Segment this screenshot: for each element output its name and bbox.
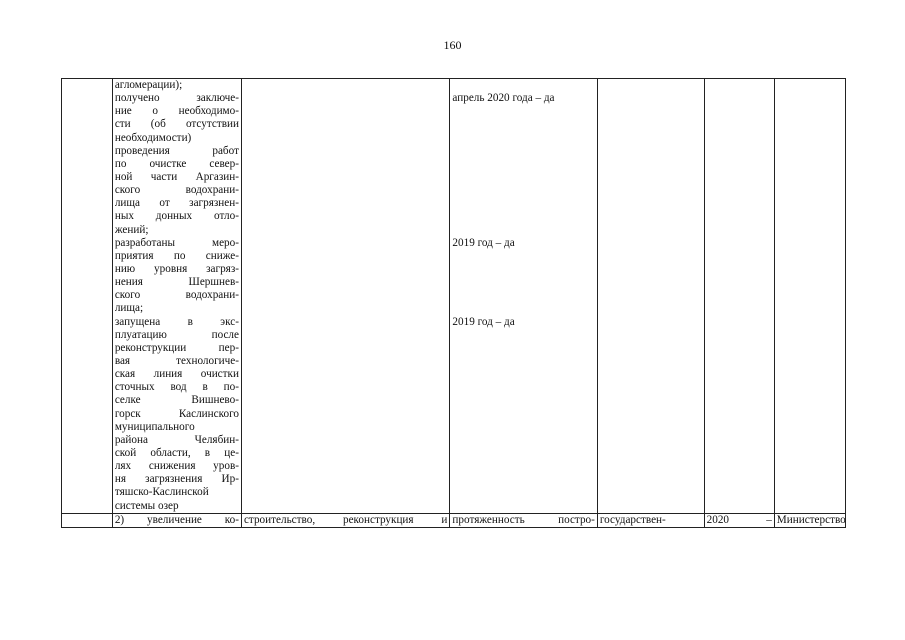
description-line: плуатацию после	[114, 328, 239, 341]
description-line: сточных вод в по-	[114, 381, 239, 394]
actions-cell	[241, 79, 449, 514]
measures-table	[61, 78, 846, 528]
table-row	[62, 79, 846, 514]
indicator-cell	[450, 513, 597, 527]
source-cell	[597, 79, 704, 514]
description-line: нения Шершнев-	[114, 276, 239, 289]
executor-cell	[774, 513, 845, 527]
description-line: ского водохрани-	[114, 289, 239, 302]
description-cell	[112, 79, 241, 514]
indicator-line: протяженность постро-	[452, 513, 595, 526]
description-line: ского водохрани-	[114, 184, 239, 197]
description-line: по очистке север-	[114, 157, 239, 170]
description-line: ной части Аргазин-	[114, 170, 239, 183]
description-line: 2) увеличение ко-	[114, 513, 239, 526]
description-line: горск Каслинского	[114, 407, 239, 420]
executor-cell	[774, 79, 845, 514]
description-line: ние о необходимо-	[114, 105, 239, 118]
description-line: лях снижения уров-	[114, 460, 239, 473]
source-line: государствен-	[599, 513, 666, 526]
description-line: ской области, в це-	[114, 446, 239, 459]
executor-line: Министерство	[776, 513, 846, 526]
description-line: селке Вишнево-	[114, 394, 239, 407]
actions-cell	[241, 513, 449, 527]
description-line: необходимости)	[114, 131, 192, 144]
period-cell	[704, 513, 774, 527]
description-line: жений;	[114, 223, 149, 236]
description-cell	[112, 513, 241, 527]
description-line: приятия по сниже-	[114, 249, 239, 262]
description-line: системы озер	[114, 499, 179, 512]
page-number: 160	[443, 38, 462, 52]
description-line: разработаны меро-	[114, 236, 239, 249]
description-line: района Челябин-	[114, 433, 239, 446]
description-line: вая технологиче-	[114, 354, 239, 367]
description-line: лища;	[114, 302, 144, 315]
description-line: запущена в экс-	[114, 315, 239, 328]
table-row	[62, 513, 846, 527]
number-cell	[62, 513, 113, 527]
period-cell	[704, 79, 774, 514]
indicator-value: апрель 2020 года – да	[452, 92, 555, 105]
description-line: агломерации);	[114, 79, 183, 91]
description-line: лища от загрязнен-	[114, 197, 239, 210]
number-cell	[62, 79, 113, 514]
description-line: реконструкции пер-	[114, 341, 239, 354]
indicator-value: 2019 год – да	[452, 236, 515, 249]
description-line: тяшско-Каслинской	[114, 486, 209, 499]
description-line: ных донных отло-	[114, 210, 239, 223]
description-line: ня загрязнения Ир-	[114, 473, 239, 486]
period-line: 2020 –	[706, 513, 772, 526]
actions-line: строительство, реконструкция и	[243, 513, 448, 526]
indicator-value: 2019 год – да	[452, 315, 515, 328]
description-line: сти (об отсутствии	[114, 118, 239, 131]
description-line: ская линия очистки	[114, 368, 239, 381]
description-line: муниципального	[114, 420, 195, 433]
source-cell	[597, 513, 704, 527]
description-line: проведения работ	[114, 144, 239, 157]
indicator-cell	[450, 79, 597, 514]
description-line: нию уровня загряз-	[114, 262, 239, 275]
description-line: получено заключе-	[114, 92, 239, 105]
